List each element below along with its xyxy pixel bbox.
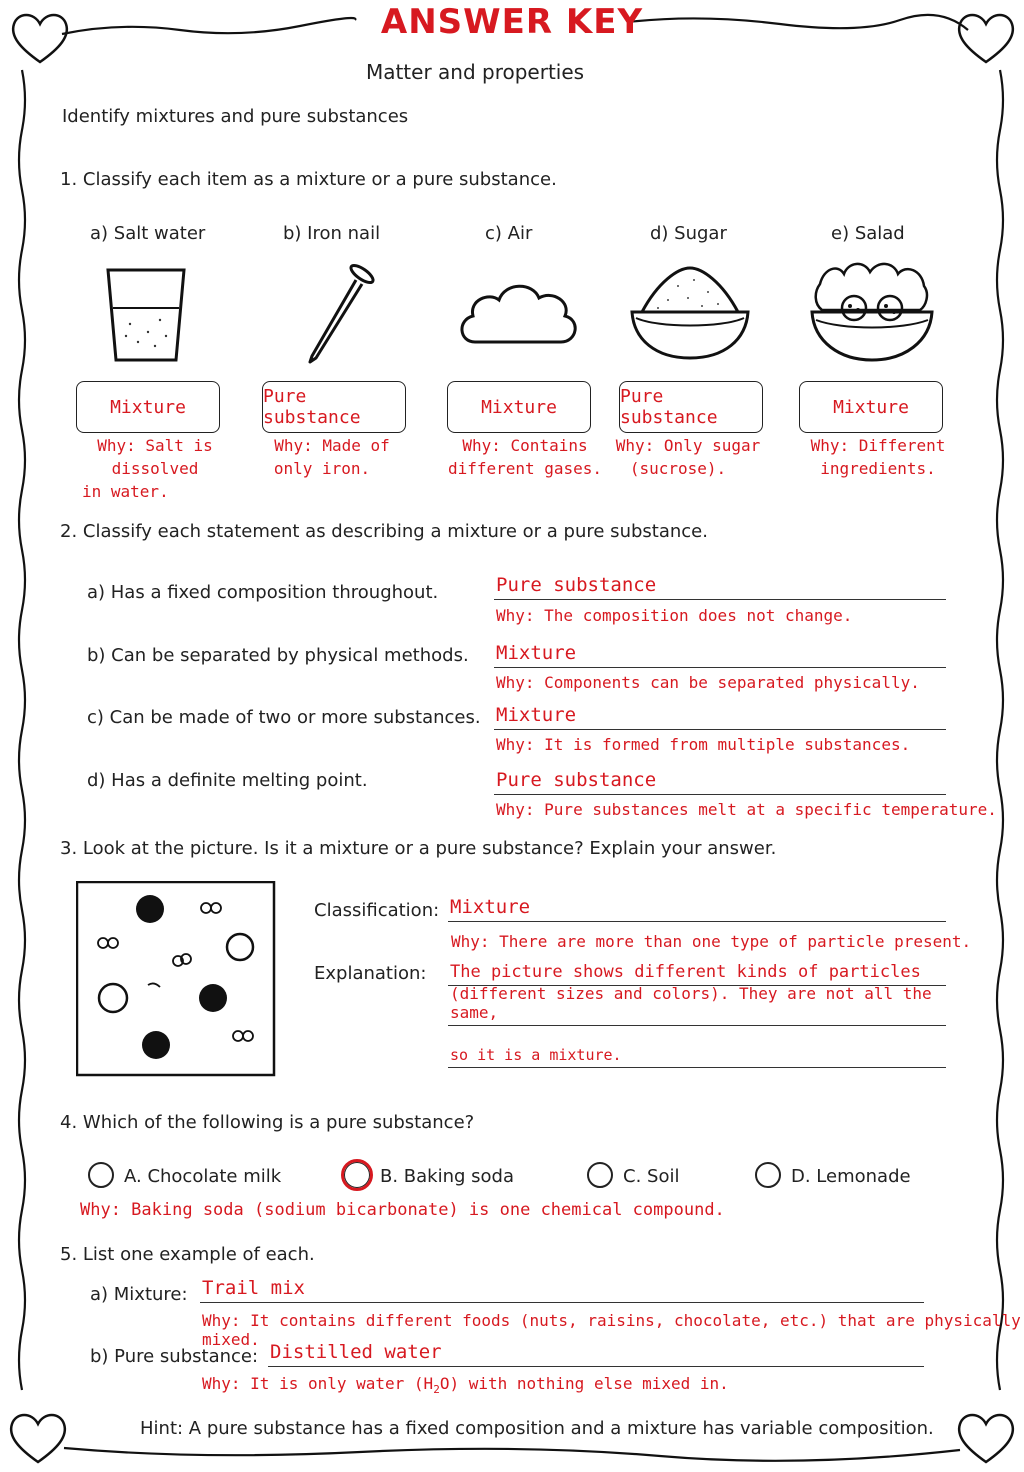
- q1-item-label: d) Sugar: [650, 223, 727, 244]
- hint: Hint: A pure substance has a fixed composition and a mixture has variable composition.: [140, 1418, 934, 1439]
- classification-label: Classification:: [314, 900, 440, 921]
- q1-answer-box: Mixture: [447, 381, 591, 433]
- sugar-bowl-icon: [628, 262, 752, 364]
- option-radio-selected[interactable]: [341, 1159, 373, 1191]
- q1-why: Why: Only sugar (sucrose).: [615, 436, 761, 478]
- q1-item-label: c) Air: [485, 223, 533, 244]
- q4-why: Why: Baking soda (sodium bicarbonate) is one chemical compound.: [80, 1200, 725, 1220]
- option-radio[interactable]: [755, 1162, 781, 1188]
- q2-answer-line: Mixture: [494, 697, 946, 730]
- q2-statement: c) Can be made of two or more substances.: [87, 707, 481, 728]
- q3-prompt: 3. Look at the picture. Is it a mixture or a pure substance? Explain your answer.: [60, 838, 777, 859]
- explanation-line: (different sizes and colors). They are not all the same,: [448, 993, 946, 1026]
- q1-item-label: e) Salad: [831, 223, 905, 244]
- option-radio[interactable]: [587, 1162, 613, 1188]
- q2-why: Why: Components can be separated physically.: [496, 673, 920, 692]
- mixture-why: Why: It contains different foods (nuts, raisins, chocolate, etc.) that are physically mixed.: [202, 1311, 1021, 1349]
- q1-why: Why: Contains different gases.: [447, 436, 603, 478]
- cloud-icon: [455, 276, 581, 350]
- option-radio[interactable]: [88, 1162, 114, 1188]
- q4-prompt: 4. Which of the following is a pure substance?: [60, 1112, 475, 1133]
- q1-why: Why: Salt is dissolved in water.: [82, 436, 213, 501]
- q1-item-label: b) Iron nail: [283, 223, 381, 244]
- q2-why: Why: Pure substances melt at a specific temperature.: [496, 800, 997, 819]
- page-title: ANSWER KEY: [380, 2, 644, 42]
- option-label[interactable]: D. Lemonade: [791, 1166, 911, 1187]
- option-label[interactable]: A. Chocolate milk: [124, 1166, 282, 1187]
- pure-why: Why: It is only water $(H_2O)$ with nothing else mixed in.: [202, 1374, 729, 1397]
- q2-statement: d) Has a definite melting point.: [87, 770, 368, 791]
- q1-why: Why: Made of only iron.: [273, 436, 390, 478]
- q2-answer-line: Pure substance: [494, 762, 946, 795]
- pure-answer-line: Distilled water: [268, 1334, 924, 1367]
- mixture-label: a) Mixture:: [90, 1284, 188, 1305]
- page-subtitle: Matter and properties: [365, 60, 585, 84]
- classification-answer-line: Mixture: [448, 889, 946, 922]
- q5-prompt: 5. List one example of each.: [60, 1244, 315, 1265]
- q2-statement: a) Has a fixed composition throughout.: [87, 582, 439, 603]
- q1-answer-box: Pure substance: [619, 381, 763, 433]
- nail-icon: [300, 262, 380, 366]
- q1-answer-box: Pure substance: [262, 381, 406, 433]
- q1-why: Why: Different ingredients.: [810, 436, 946, 478]
- glass-icon: [100, 262, 192, 366]
- q1-item-label: a) Salt water: [90, 223, 206, 244]
- q2-why: Why: It is formed from multiple substances.: [496, 735, 911, 754]
- q1-answer-box: Mixture: [76, 381, 220, 433]
- explanation-line: so it is a mixture.: [448, 1035, 946, 1068]
- q2-answer-line: Pure substance: [494, 567, 946, 600]
- instruction: Identify mixtures and pure substances: [62, 106, 409, 127]
- option-label[interactable]: B. Baking soda: [380, 1166, 514, 1187]
- q2-why: Why: The composition does not change.: [496, 606, 853, 625]
- explanation-line: The picture shows different kinds of particles: [448, 953, 946, 986]
- salad-bowl-icon: [808, 258, 936, 366]
- q1-prompt: 1. Classify each item as a mixture or a pure substance.: [60, 169, 557, 190]
- q2-prompt: 2. Classify each statement as describing a mixture or a pure substance.: [60, 521, 708, 542]
- option-label[interactable]: C. Soil: [623, 1166, 680, 1187]
- pure-label: b) Pure substance:: [90, 1346, 259, 1367]
- q2-answer-line: Mixture: [494, 635, 946, 668]
- mixture-answer-line: Trail mix: [200, 1270, 924, 1303]
- q1-answer-box: Mixture: [799, 381, 943, 433]
- particle-picture: [76, 881, 276, 1077]
- classification-why: Why: There are more than one type of particle present.: [451, 932, 972, 951]
- q2-statement: b) Can be separated by physical methods.: [87, 645, 469, 666]
- explanation-label: Explanation:: [314, 963, 427, 984]
